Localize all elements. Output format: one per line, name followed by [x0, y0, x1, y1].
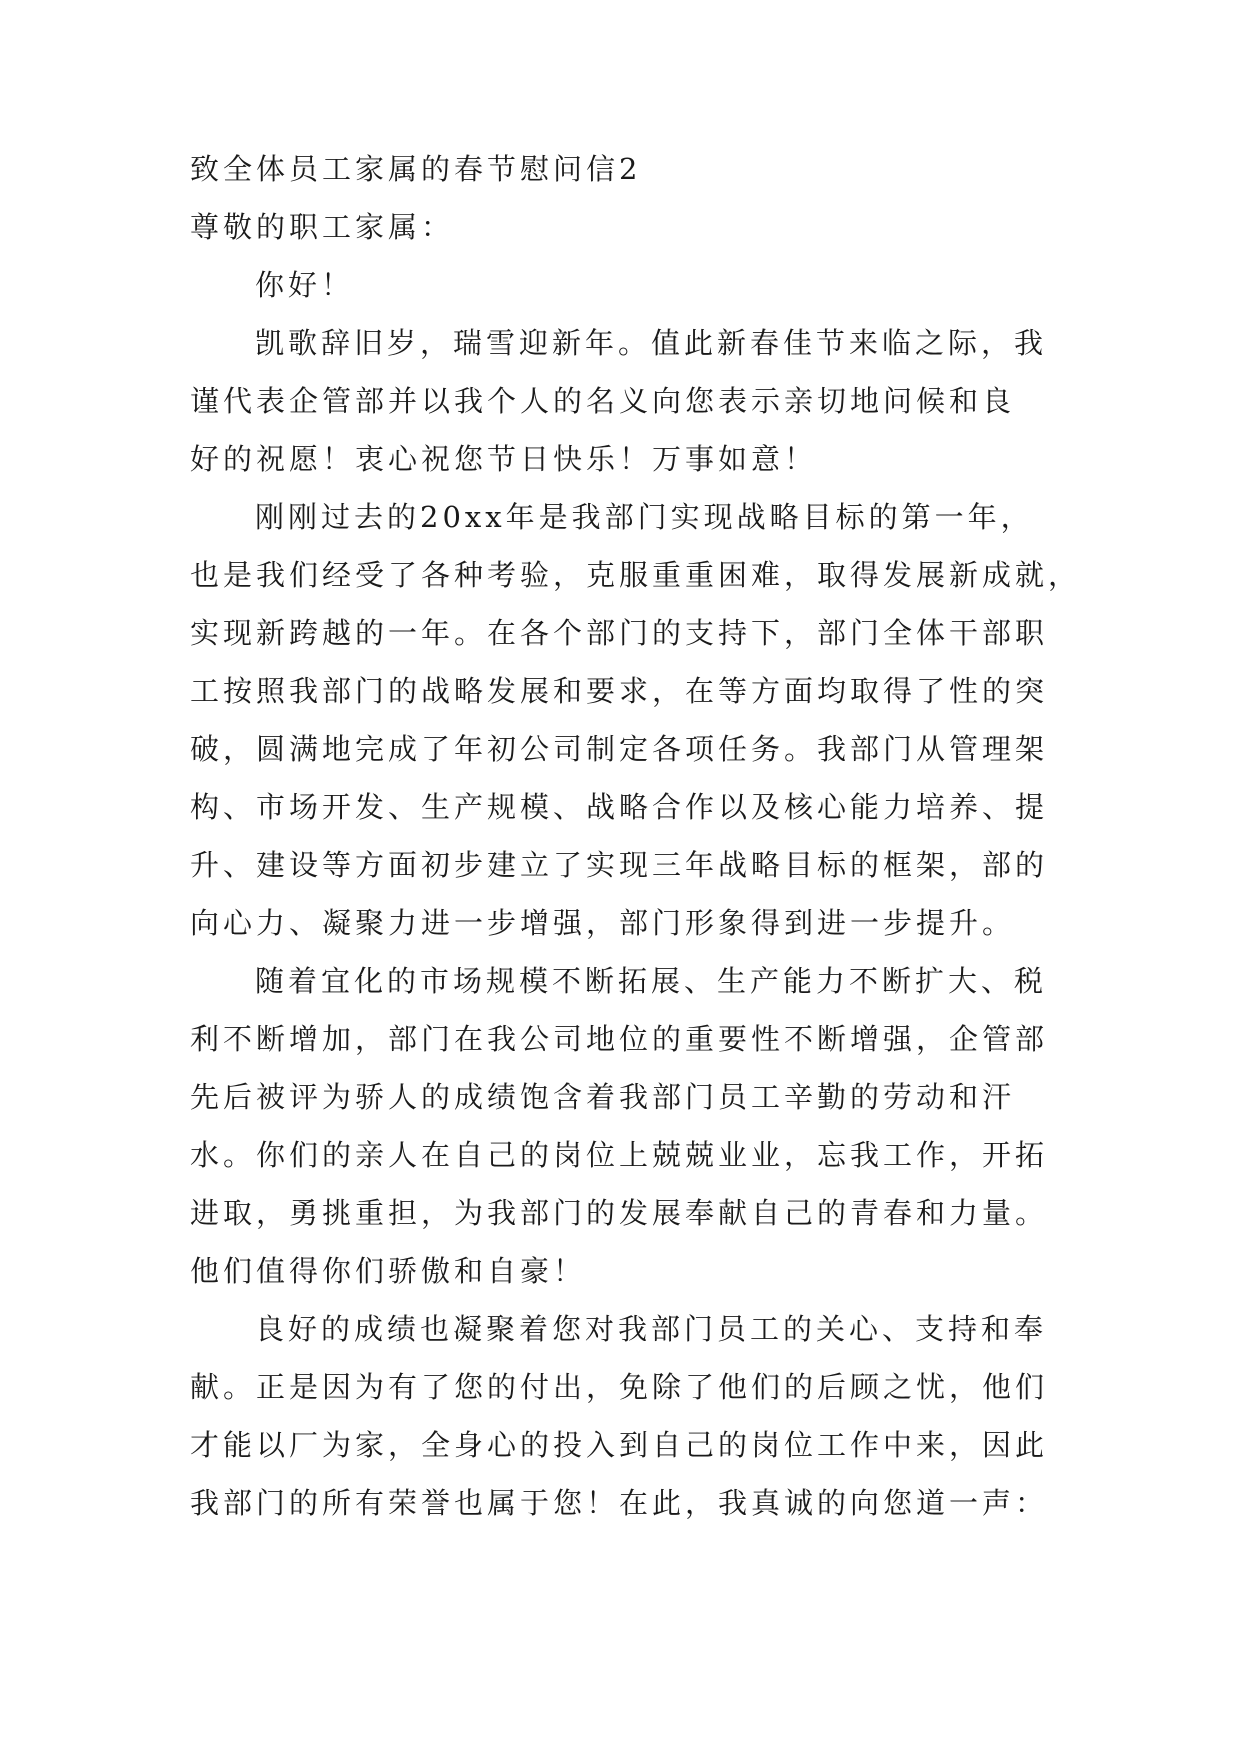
body-line: 向心力、凝聚力进一步增强，部门形象得到进一步提升。 — [190, 906, 1016, 940]
greeting-line: 你好！ — [255, 268, 355, 302]
body-line: 工按照我部门的战略发展和要求，在等方面均取得了性的突 — [190, 674, 1049, 708]
body-line: 先后被评为骄人的成绩饱含着我部门员工辛勤的劳动和汗 — [190, 1080, 1016, 1114]
body-line: 凯歌辞旧岁，瑞雪迎新年。值此新春佳节来临之际，我 — [255, 326, 1048, 360]
body-line: 好的祝愿！衷心祝您节日快乐！万事如意！ — [190, 442, 818, 476]
body-line: 进取，勇挑重担，为我部门的发展奉献自己的青春和力量。 — [190, 1196, 1049, 1230]
body-line: 水。你们的亲人在自己的岗位上兢兢业业，忘我工作，开拓 — [190, 1138, 1049, 1172]
body-line: 献。正是因为有了您的付出，免除了他们的后顾之忧，他们 — [190, 1370, 1049, 1404]
body-line: 构、市场开发、生产规模、战略合作以及核心能力培养、提 — [190, 790, 1049, 824]
body-line: 才能以厂为家，全身心的投入到自己的岗位工作中来，因此 — [190, 1428, 1049, 1462]
body-line: 利不断增加，部门在我公司地位的重要性不断增强，企管部 — [190, 1022, 1049, 1056]
body-line: 良好的成绩也凝聚着您对我部门员工的关心、支持和奉 — [255, 1312, 1048, 1346]
body-line: 也是我们经受了各种考验，克服重重困难，取得发展新成就， — [190, 558, 1082, 592]
body-line: 刚刚过去的20xx年是我部门实现战略目标的第一年， — [255, 500, 1034, 534]
body-line: 随着宜化的市场规模不断拓展、生产能力不断扩大、税 — [255, 964, 1048, 998]
body-line: 谨代表企管部并以我个人的名义向您表示亲切地问候和良 — [190, 384, 1016, 418]
body-line: 升、建设等方面初步建立了实现三年战略目标的框架，部的 — [190, 848, 1049, 882]
body-line: 他们值得你们骄傲和自豪！ — [190, 1254, 587, 1288]
document-title: 致全体员工家属的春节慰问信2 — [190, 152, 642, 186]
salutation: 尊敬的职工家属： — [190, 210, 455, 244]
body-line: 我部门的所有荣誉也属于您！在此，我真诚的向您道一声： — [190, 1486, 1049, 1520]
body-line: 破，圆满地完成了年初公司制定各项任务。我部门从管理架 — [190, 732, 1049, 766]
body-line: 实现新跨越的一年。在各个部门的支持下，部门全体干部职 — [190, 616, 1049, 650]
